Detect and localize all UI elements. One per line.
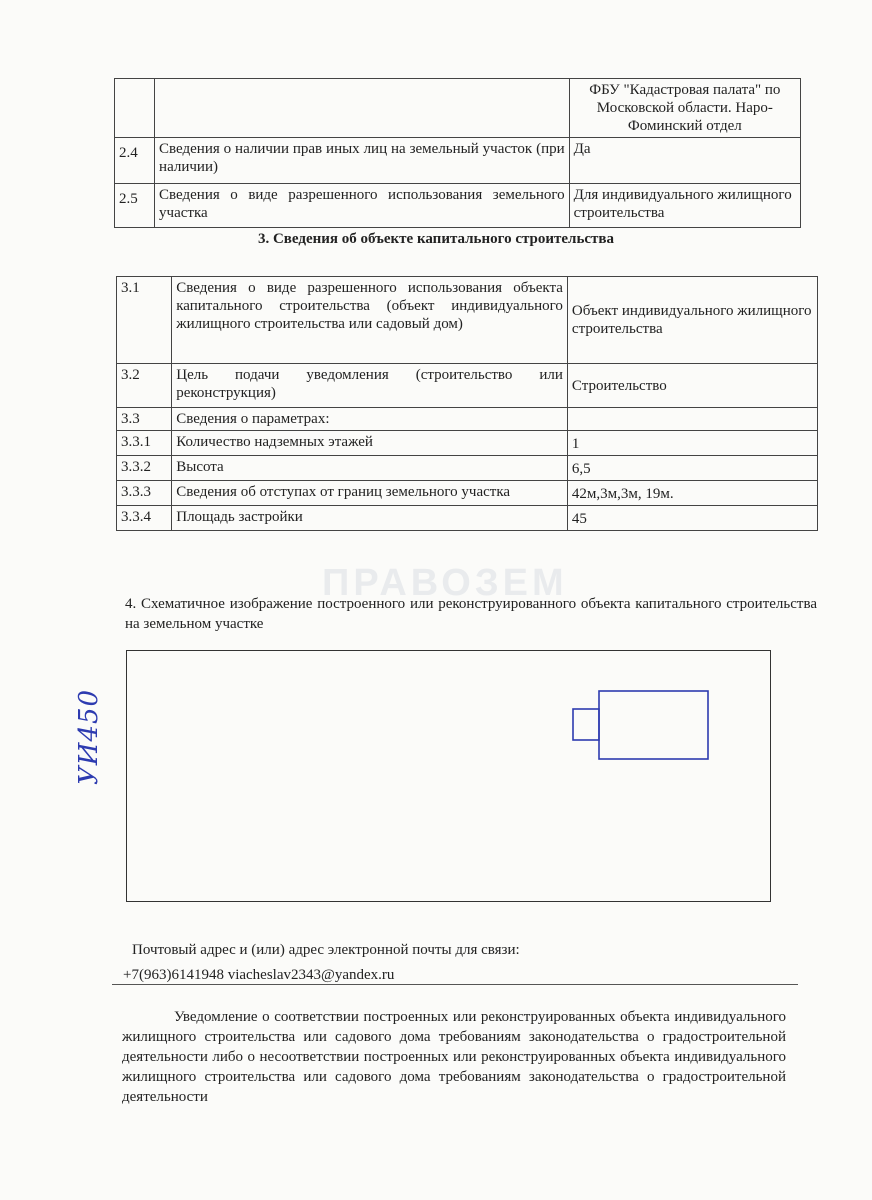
table-row [117, 431, 818, 456]
row-number: 3.3.3 [117, 481, 172, 506]
row-description: Количество надземных этажей [172, 431, 568, 456]
row-value: Для индивидуального жилищного строительства [569, 184, 800, 228]
row-description: Сведения о виде разрешенного использования объекта капитального строительства (объект индивидуального жилищного строительства или садовый дом) [172, 277, 568, 364]
handwritten-note: УИ450 [74, 688, 104, 785]
section-3-title: 3. Сведения об объекте капитального строительства [257, 231, 615, 247]
row-description: Цель подачи уведомления (строительство или реконструкция) [172, 364, 568, 408]
row-description: Высота [172, 456, 568, 481]
annex-outline [573, 709, 599, 740]
building-outline [599, 691, 708, 759]
row-value: ФБУ "Кадастровая палата" по Московской области. Наро-Фоминский отдел [569, 79, 800, 138]
row-number [115, 79, 155, 138]
row-number: 2.5 [115, 184, 155, 228]
row-value: Строительство [567, 364, 817, 408]
row-value: 1 [567, 431, 817, 456]
contact-value: +7(963)6141948 viacheslav2343@yandex.ru [123, 967, 395, 983]
contact-label: Почтовый адрес и (или) адрес электронной почты для связи: [132, 942, 520, 958]
row-value: Объект индивидуального жилищного строительства [567, 277, 817, 364]
row-value: 6,5 [567, 456, 817, 481]
table-row [117, 364, 818, 408]
table-row [117, 408, 818, 431]
row-number: 3.3.2 [117, 456, 172, 481]
table-row [117, 481, 818, 506]
row-description: Площадь застройки [172, 506, 568, 531]
section-4-heading: 4. Схематичное изображение построенного или реконструированного объекта капитального строительства на земельном участке [125, 596, 817, 632]
row-description [155, 79, 570, 138]
row-description: Сведения о параметрах: [172, 408, 568, 431]
row-number: 3.3.1 [117, 431, 172, 456]
notice-text: Уведомление о соответствии построенных или реконструированных объекта индивидуального жилищного строительства или садового дома требованиям законодательства о градостроительной деятельности либо о несоответствии построенных или реконструированных объекта индивидуального жилищного строительства или садового дома требованиям законодательства о градостроительной деятельности [122, 1009, 786, 1105]
row-value [567, 408, 817, 431]
table-row [117, 456, 818, 481]
row-value: Да [569, 138, 800, 184]
row-description: Сведения об отступах от границ земельного участка [172, 481, 568, 506]
row-value: 42м,3м,3м, 19м. [567, 481, 817, 506]
table-row [115, 79, 801, 138]
land-info-table [114, 78, 801, 228]
building-info-table [116, 276, 818, 531]
row-number: 3.1 [117, 277, 172, 364]
row-description: Сведения о наличии прав иных лиц на земельный участок (при наличии) [155, 138, 570, 184]
watermark: ПРАВОЗЕМ [322, 562, 568, 604]
row-description: Сведения о виде разрешенного использования земельного участка [155, 184, 570, 228]
table-row [117, 506, 818, 531]
row-number: 2.4 [115, 138, 155, 184]
row-value: 45 [567, 506, 817, 531]
site-scheme-frame [126, 650, 771, 902]
notice-paragraph [122, 1007, 786, 1107]
divider [112, 984, 798, 985]
table-row [117, 277, 818, 364]
table-row [115, 184, 801, 228]
site-scheme-drawing [127, 651, 770, 901]
row-number: 3.3 [117, 408, 172, 431]
row-number: 3.3.4 [117, 506, 172, 531]
row-number: 3.2 [117, 364, 172, 408]
table-row [115, 138, 801, 184]
